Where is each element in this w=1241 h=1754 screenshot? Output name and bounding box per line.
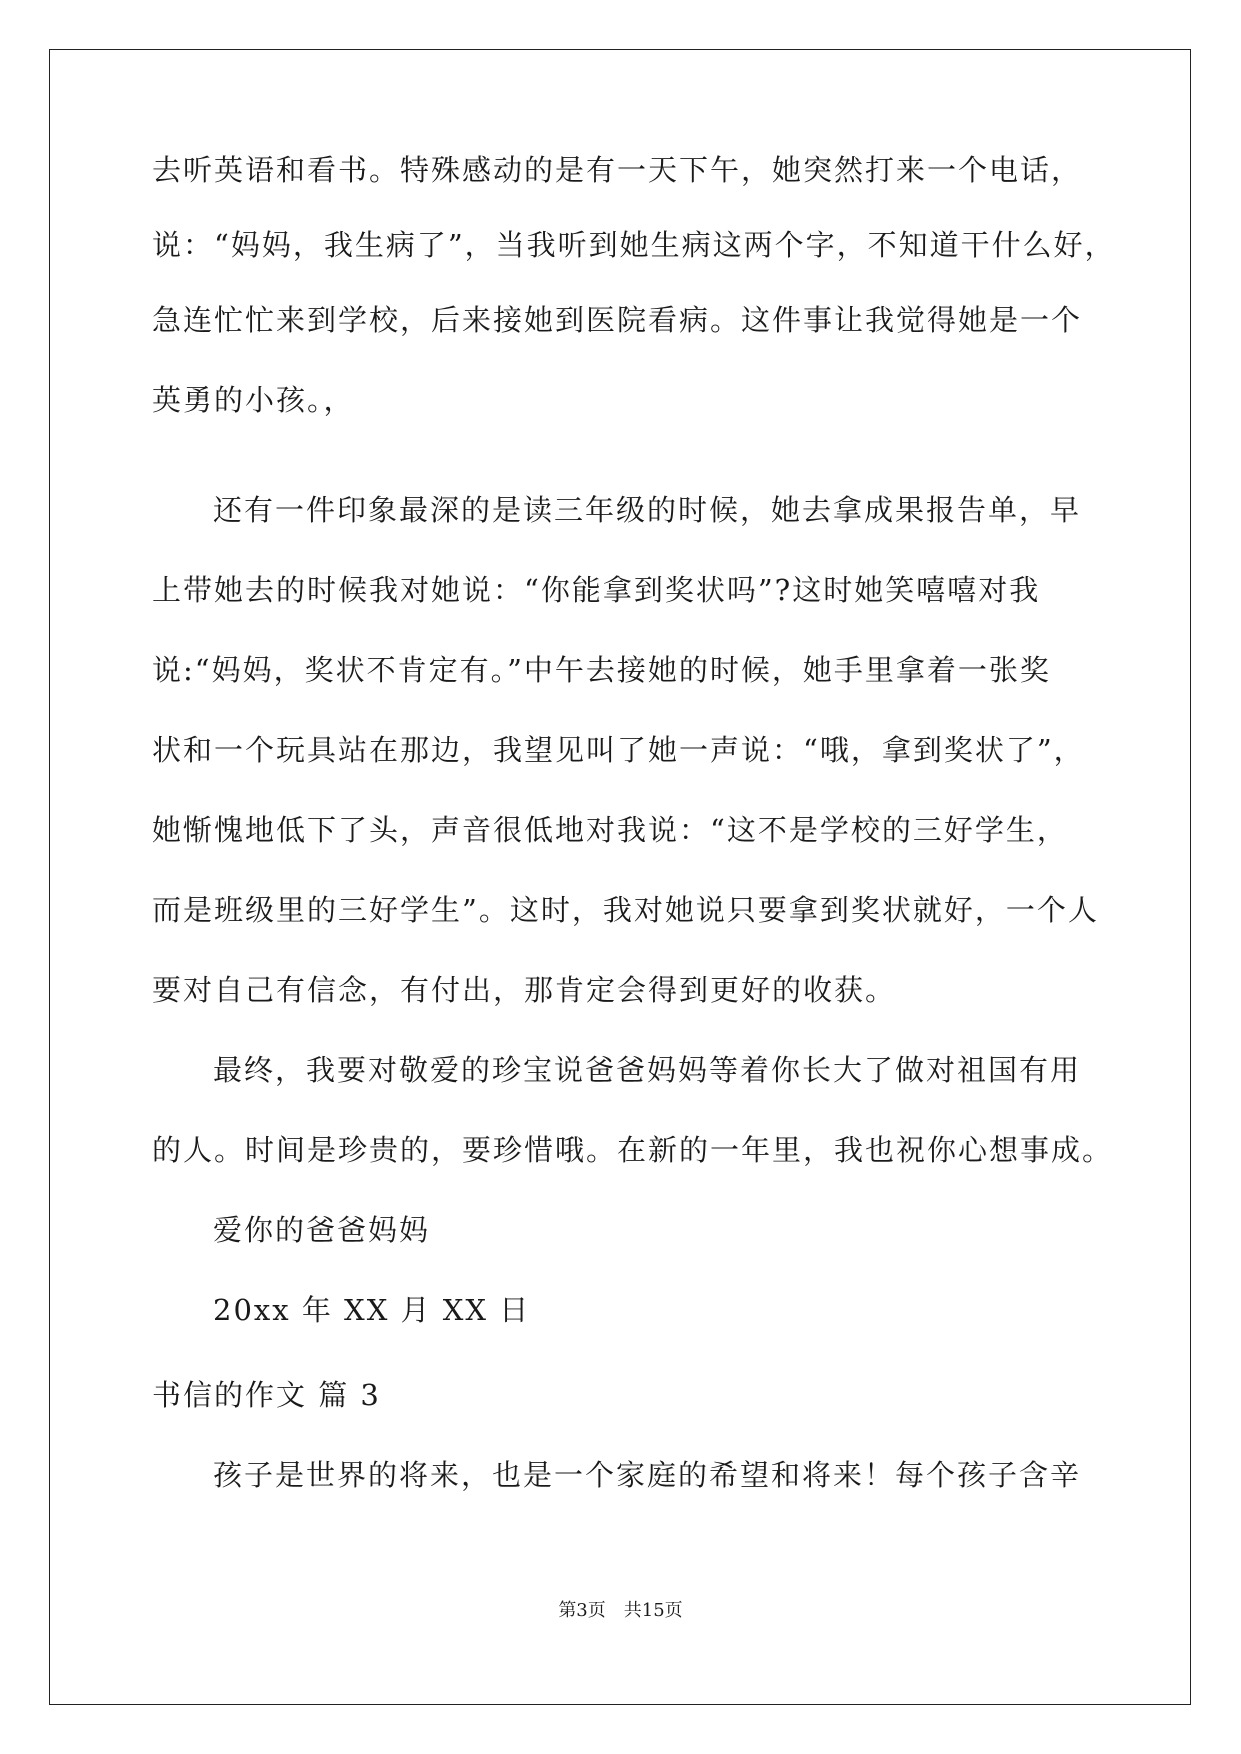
text-line: 去听英语和看书。特殊感动的是有一天下午，她突然打来一个电话， (152, 153, 1083, 187)
text-line: 上带她去的时候我对她说：“你能拿到奖状吗”?这时她笑嘻嘻对我 (152, 573, 1041, 607)
text-line: 英勇的小孩。， (152, 383, 355, 417)
text-line: 的人。时间是珍贵的，要珍惜哦。在新的一年里，我也祝你心想事成。 (152, 1133, 1114, 1167)
text-line: 她惭愧地低下了头，声音很低地对我说：“这不是学校的三好学生， (152, 813, 1068, 847)
text-line: 要对自己有信念，有付出，那肯定会得到更好的收获。 (152, 973, 897, 1007)
section-heading: 书信的作文 篇 3 (152, 1378, 381, 1412)
paragraph-start: 还有一件印象最深的是读三年级的时候，她去拿成果报告单，早 (213, 493, 1082, 527)
text-line: 说：“妈妈，我生病了”，当我听到她生病这两个字，不知道干什么好， (152, 228, 1116, 262)
paragraph-start: 孩子是世界的将来，也是一个家庭的希望和将来！每个孩子含辛 (213, 1458, 1082, 1492)
text-line: 而是班级里的三好学生”。这时，我对她说只要拿到奖状就好，一个人 (152, 893, 1099, 927)
signature: 爱你的爸爸妈妈 (213, 1213, 431, 1247)
text-line: 急连忙忙来到学校，后来接她到医院看病。这件事让我觉得她是一个 (152, 303, 1083, 337)
date-line: 20xx 年 XX 月 XX 日 (213, 1293, 531, 1327)
paragraph-start: 最终，我要对敬爱的珍宝说爸爸妈妈等着你长大了做对祖国有用 (213, 1053, 1082, 1087)
text-line: 状和一个玩具站在那边，我望见叫了她一声说：“哦，拿到奖状了”， (152, 733, 1085, 767)
text-line: 说:“妈妈，奖状不肯定有。”中午去接她的时候，她手里拿着一张奖 (152, 653, 1051, 687)
page-footer: 第3页 共15页 (558, 1600, 683, 1621)
